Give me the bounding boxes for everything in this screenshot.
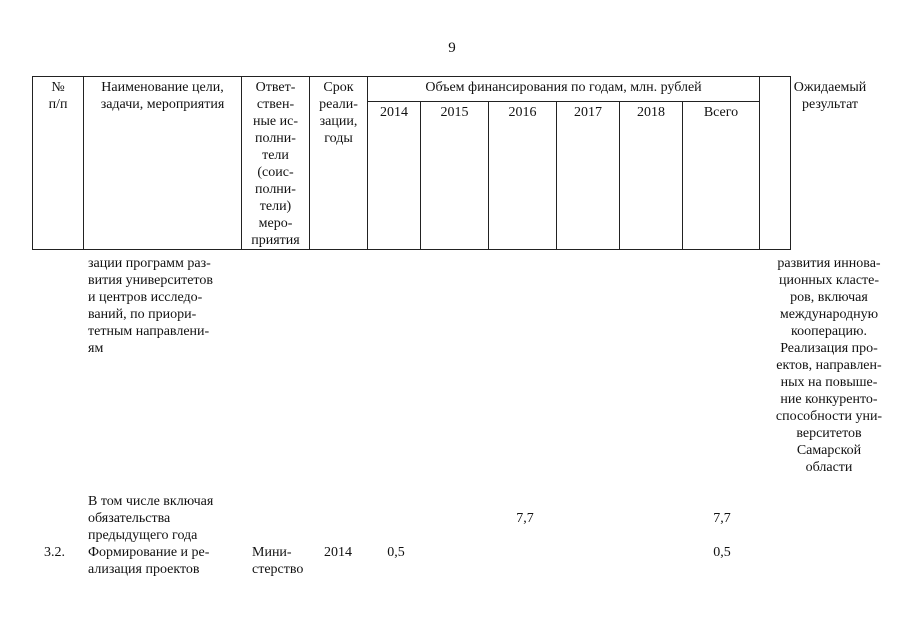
col-border: [682, 101, 683, 250]
header-funding: Объем финансирования по годам, млн. рублей: [425, 80, 702, 95]
header-result: Ожидаемый результат: [793, 80, 867, 112]
funding-subheader-border: [367, 101, 759, 102]
row-period: 2014: [324, 545, 352, 560]
header-name: Наименование цели, задачи, мероприятия: [100, 80, 225, 112]
page-number: 9: [448, 40, 456, 56]
row-2014-value: 0,5: [387, 545, 405, 560]
commitments-2016-value: 7,7: [516, 511, 534, 526]
table-header-bottom-border: [32, 249, 791, 250]
col-border: [556, 101, 557, 250]
header-year: 2018: [637, 105, 665, 120]
commitments-total-value: 7,7: [713, 511, 731, 526]
continuation-result: развития иннова- ционных класте- ров, включая международную кооперацию. Реализация про- ектов, направлен- ных на повыше- ние конкуренто- способности уни- верситетов Самарской области: [775, 256, 883, 475]
header-total: Всего: [703, 105, 739, 120]
header-year: 2017: [574, 105, 602, 120]
col-border: [367, 76, 368, 250]
row-total-value: 0,5: [713, 545, 731, 560]
col-border: [619, 101, 620, 250]
table-top-border: [32, 76, 791, 77]
row-number: 3.2.: [44, 545, 65, 560]
continuation-name: зации программ раз- вития университетов и центров исследо- ваний, по приори- тетным направлени- ям: [88, 256, 213, 356]
header-responsible: Ответ- ствен- ные ис- полни- тели (соис- полни- тели) меро- приятия: [251, 80, 300, 248]
header-year: 2015: [440, 105, 469, 120]
header-year: 2014: [380, 105, 408, 120]
row-responsible: Мини- стерство: [252, 545, 304, 577]
col-border: [420, 101, 421, 250]
col-border: [488, 101, 489, 250]
header-num: № п/п: [48, 80, 68, 112]
row-name: Формирование и ре- ализация проектов: [88, 545, 210, 577]
header-period: Срок реали- зации, годы: [319, 80, 358, 146]
header-year: 2016: [508, 105, 537, 120]
commitments-row-label: В том числе включая обязательства предыдущего года: [88, 494, 214, 543]
